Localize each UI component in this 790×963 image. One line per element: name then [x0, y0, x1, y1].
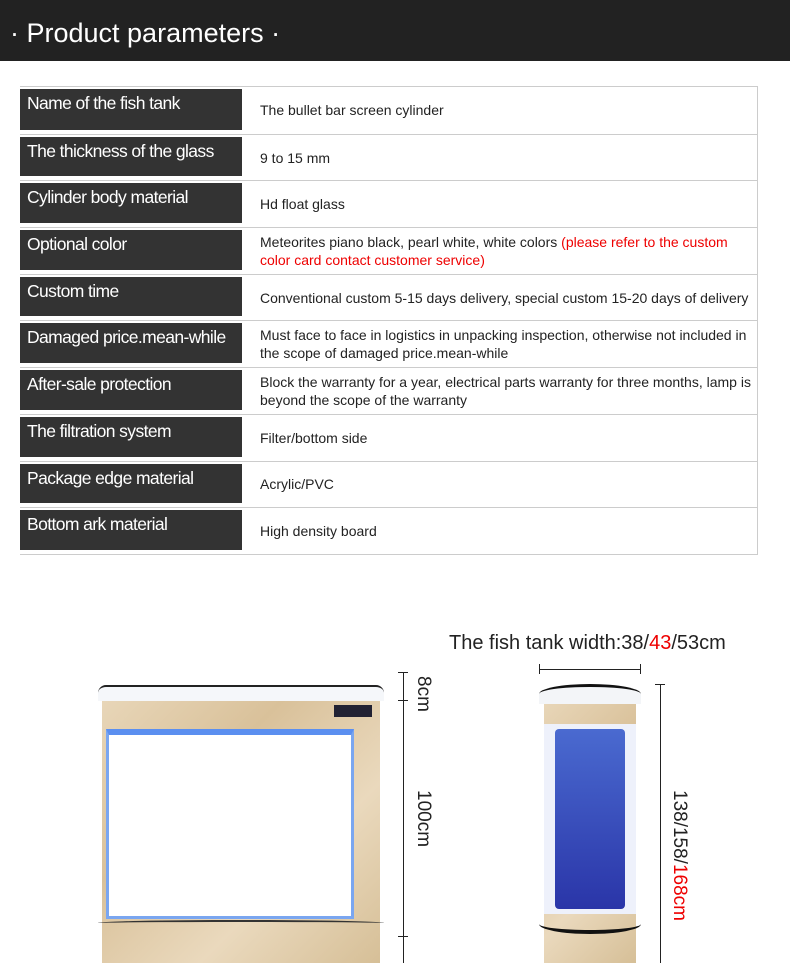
- param-value: High density board: [260, 523, 377, 540]
- param-label: The thickness of the glass: [20, 137, 242, 177]
- param-value: Conventional custom 5-15 days delivery, special custom 15-20 days of delivery: [260, 289, 749, 306]
- param-value: Block the warranty for a year, electrical parts warranty for three months, lamp is beyond the scope of the warranty: [260, 373, 751, 408]
- table-row: [20, 274, 757, 321]
- table-row: [20, 227, 757, 274]
- param-value-cell: [242, 368, 757, 414]
- param-label: Name of the fish tank: [20, 89, 242, 130]
- param-value: Must face to face in logistics in unpacking inspection, otherwise not included in the scope of damaged price.mean-while: [260, 327, 747, 362]
- param-value: 9 to 15 mm: [260, 149, 331, 166]
- width-label: The fish tank width:38/43/53cm: [449, 632, 726, 654]
- top-height-label: 8cm: [413, 676, 434, 712]
- param-value: Meteorites piano black, pearl white, white colors: [260, 233, 562, 250]
- param-value-cell: [242, 181, 757, 227]
- param-value-cell: [242, 321, 757, 367]
- param-value-cell: [242, 228, 757, 274]
- table-row: [20, 180, 757, 227]
- param-label: Optional color: [20, 230, 242, 270]
- param-value: Filter/bottom side: [260, 429, 368, 446]
- front-tank-image: [98, 685, 384, 963]
- param-label: Cylinder body material: [20, 183, 242, 223]
- param-label: Damaged price.mean-while: [20, 323, 242, 363]
- parameters-table: [20, 86, 758, 555]
- table-row: [20, 367, 757, 414]
- param-value-cell: [242, 275, 757, 321]
- param-value: The bullet bar screen cylinder: [260, 102, 444, 119]
- param-value: Hd float glass: [260, 196, 345, 213]
- param-value-cell: [242, 462, 757, 508]
- cylinder-tank-image: [539, 684, 641, 963]
- table-row: [20, 87, 757, 134]
- param-note: (please refer to the custom color card contact customer service): [260, 233, 728, 268]
- param-value-cell: [242, 415, 757, 461]
- page-title: · Product parameters ·: [0, 0, 790, 61]
- table-row: [20, 134, 757, 181]
- param-label: Package edge material: [20, 464, 242, 504]
- param-value-cell: [242, 508, 757, 554]
- param-value-cell: [242, 135, 757, 181]
- tank-height-label: 100cm: [413, 790, 434, 848]
- table-row: [20, 320, 757, 367]
- table-row: [20, 414, 757, 461]
- param-value: Acrylic/PVC: [260, 476, 334, 493]
- table-row: [20, 461, 757, 508]
- total-height-label: 138/158/168cm: [669, 790, 690, 921]
- param-label: Bottom ark material: [20, 510, 242, 550]
- table-row: [20, 507, 757, 554]
- param-label: After-sale protection: [20, 370, 242, 410]
- param-value-cell: [242, 87, 757, 134]
- param-label: The filtration system: [20, 417, 242, 457]
- param-label: Custom time: [20, 277, 242, 317]
